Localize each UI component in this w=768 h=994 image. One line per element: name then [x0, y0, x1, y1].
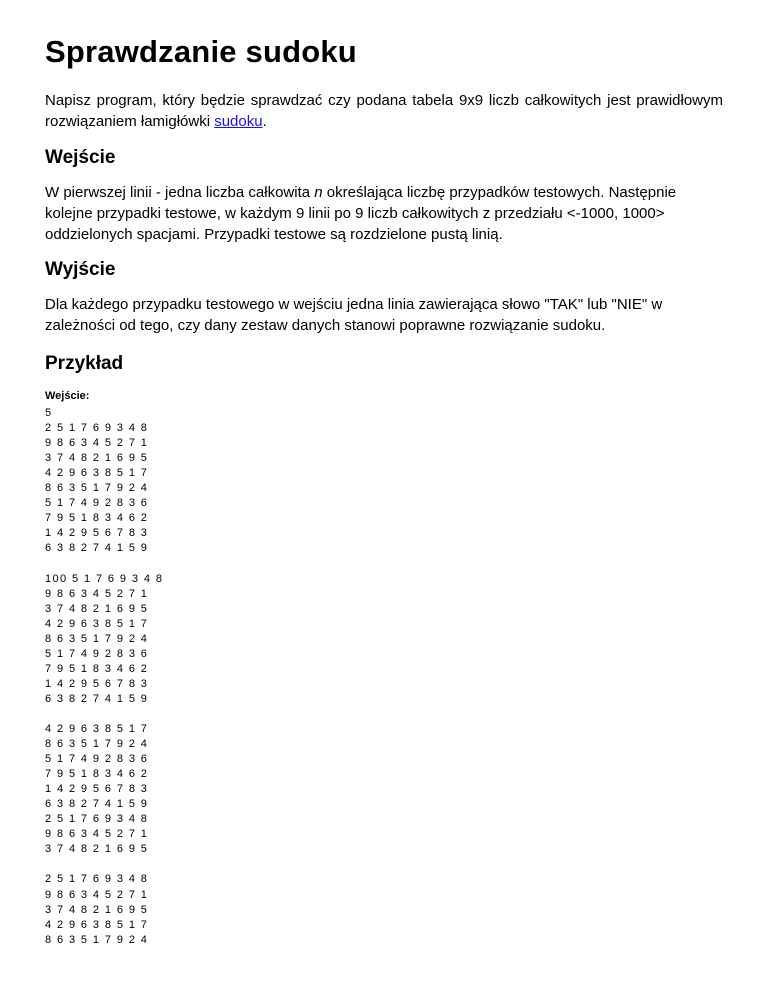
example-input-line: 7 9 5 1 8 3 4 6 2: [45, 662, 149, 675]
example-input-line: 9 8 6 3 4 5 2 7 1: [45, 437, 149, 450]
example-blank-line: [45, 556, 163, 571]
example-input-line: 2 5 1 7 6 9 3 4 8: [45, 873, 149, 886]
example-input-line: 3 7 4 8 2 1 6 9 5: [45, 602, 149, 615]
example-input-line: 4 2 9 6 3 8 5 1 7: [45, 918, 149, 931]
example-input-line: 6 3 8 2 7 4 1 5 9: [45, 692, 149, 705]
example-blank-line: [45, 707, 163, 722]
example-input-line: 4 2 9 6 3 8 5 1 7: [45, 722, 149, 735]
example-input-line: 1 4 2 9 5 6 7 8 3: [45, 677, 149, 690]
example-input-line: 6 3 8 2 7 4 1 5 9: [45, 542, 149, 555]
example-input-line: 100 5 1 7 6 9 3 4 8: [45, 572, 164, 585]
example-input-block: [45, 406, 163, 948]
example-input-line: 3 7 4 8 2 1 6 9 5: [45, 843, 149, 856]
example-input-line: 3 7 4 8 2 1 6 9 5: [45, 452, 149, 465]
example-blank-line: [45, 857, 163, 872]
example-input-line: 2 5 1 7 6 9 3 4 8: [45, 813, 149, 826]
example-input-line: 9 8 6 3 4 5 2 7 1: [45, 888, 149, 901]
example-input-line: 7 9 5 1 8 3 4 6 2: [45, 768, 149, 781]
example-input-line: 9 8 6 3 4 5 2 7 1: [45, 587, 149, 600]
example-input-line: 8 6 3 5 1 7 9 2 4: [45, 933, 149, 946]
example-heading: Przykład: [45, 353, 124, 374]
example-input-line: 1 4 2 9 5 6 7 8 3: [45, 783, 149, 796]
example-input-line: 4 2 9 6 3 8 5 1 7: [45, 617, 149, 630]
example-input-line: 9 8 6 3 4 5 2 7 1: [45, 828, 149, 841]
intro-paragraph: [45, 90, 723, 132]
example-input-line: 5 1 7 4 9 2 8 3 6: [45, 753, 149, 766]
example-input-line: 7 9 5 1 8 3 4 6 2: [45, 512, 149, 525]
example-input-line: 5 1 7 4 9 2 8 3 6: [45, 647, 149, 660]
example-input-line: 6 3 8 2 7 4 1 5 9: [45, 798, 149, 811]
intro-text-before: Napisz program, który będzie sprawdzać czy podana tabela 9x9 liczb całkowitych jest prawidłowym rozwiązaniem łamigłówki: [45, 92, 723, 130]
example-input-line: 5: [45, 407, 53, 419]
input-text-after: określająca liczbę przypadków testowych. Następnie kolejne przypadki testowe, w każdym 9 linii po 9 liczb całkowitych z przedziału <-1000, 1000> oddzielonych spacjami. Przypadki testowe są rozdzielone pustą linią.: [45, 184, 677, 243]
example-input-line: 8 6 3 5 1 7 9 2 4: [45, 738, 149, 751]
page-title: Sprawdzanie sudoku: [45, 34, 357, 69]
example-input-line: 4 2 9 6 3 8 5 1 7: [45, 467, 149, 480]
example-input-line: 1 4 2 9 5 6 7 8 3: [45, 527, 149, 540]
input-var: n: [314, 184, 323, 201]
example-input-line: 8 6 3 5 1 7 9 2 4: [45, 482, 149, 495]
input-description: [45, 182, 723, 245]
sudoku-link[interactable]: sudoku: [214, 113, 263, 130]
example-input-line: 8 6 3 5 1 7 9 2 4: [45, 632, 149, 645]
output-description: Dla każdego przypadku testowego w wejściu jedna linia zawierająca słowo "TAK" lub "NIE" w zależności od tego, czy dany zestaw danych stanowi poprawne rozwiązanie sudoku.: [45, 296, 663, 334]
example-input-line: 5 1 7 4 9 2 8 3 6: [45, 497, 149, 510]
input-heading: Wejście: [45, 147, 116, 168]
intro-text-after: .: [262, 113, 267, 130]
example-input-line: 2 5 1 7 6 9 3 4 8: [45, 422, 149, 435]
example-input-label: Wejście:: [45, 390, 90, 402]
example-input-line: 3 7 4 8 2 1 6 9 5: [45, 903, 149, 916]
input-text-before: W pierwszej linii - jedna liczba całkowita: [45, 184, 315, 201]
output-heading: Wyjście: [45, 259, 116, 280]
